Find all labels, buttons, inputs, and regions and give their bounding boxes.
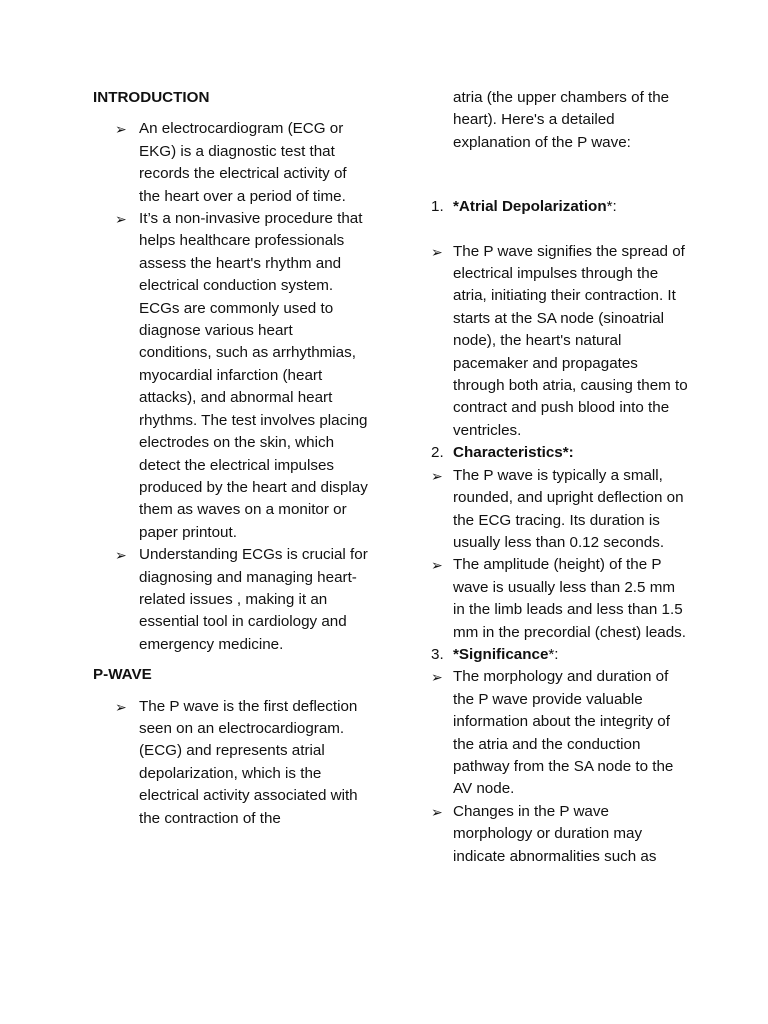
list-item: ➢ The P wave signifies the spread of electrical impulses through the atria, initiating their contraction. It starts at the SA node (sinoatrial node), the heart's natural pacemaker and propagates through both atria, causing them to contract and push blood into the ventricles. xyxy=(431,242,688,439)
arrow-bullet-icon: ➢ xyxy=(431,803,443,820)
list-item: ➢ The P wave is the first deflection seen on an electrocardiogram. (ECG) and represents atrial depolarization, which is the electrical activity associated with the contraction of the xyxy=(115,697,358,827)
arrow-bullet-icon: ➢ xyxy=(431,669,443,686)
list-item: ➢ An electrocardiogram (ECG or EKG) is a diagnostic test that records the electrical activity of the heart over a period of time. xyxy=(115,120,347,205)
list-item: ➢ The amplitude (height) of the P wave is usually less than 2.5 mm in the limb leads and less than 1.5 mm in the precordial (chest) leads. xyxy=(431,556,686,641)
atrial-depolarization-list xyxy=(429,241,689,443)
introduction-heading: INTRODUCTION xyxy=(93,89,210,106)
arrow-bullet-icon: ➢ xyxy=(431,467,443,484)
right-column xyxy=(429,87,689,868)
arrow-bullet-icon: ➢ xyxy=(431,243,443,260)
left-column xyxy=(93,87,368,830)
list-item: ➢ Understanding ECGs is crucial for diagnosing and managing heart-related issues , making it an essential tool in cardiology and emergency medicine. xyxy=(115,546,368,653)
arrow-bullet-icon: ➢ xyxy=(115,698,127,715)
pwave-list xyxy=(93,696,368,830)
arrow-bullet-icon: ➢ xyxy=(115,211,127,228)
section-heading-significance: 3. *Significance*: xyxy=(431,645,559,663)
arrow-bullet-icon: ➢ xyxy=(115,121,127,138)
list-item: ➢ It’s a non-invasive procedure that helps healthcare professionals assess the heart's rhythm and electrical conduction system. ECGs are commonly used to diagnose various heart conditions, such as arrhythmias, myocardial infarction (heart attacks), and abnormal heart rhythms. The test involves placing electrodes on the skin, which detect the electrical impulses produced by the heart and display them as waves on a monitor or paper printout. xyxy=(115,210,368,541)
section-heading-atrial-depolarization: 1. *Atrial Depolarization*: xyxy=(431,198,617,216)
introduction-list xyxy=(93,118,368,656)
arrow-bullet-icon: ➢ xyxy=(431,557,443,574)
significance-list xyxy=(429,666,689,868)
list-item: ➢ Changes in the P wave morphology or duration may indicate abnormalities such as xyxy=(431,802,657,865)
pwave-heading: P-WAVE xyxy=(93,666,152,684)
characteristics-list xyxy=(429,465,689,644)
arrow-bullet-icon: ➢ xyxy=(115,547,127,564)
list-item: ➢ The P wave is typically a small, rounded, and upright deflection on the ECG tracing. Its duration is usually less than 0.12 seconds. xyxy=(431,466,684,551)
list-item: ➢ The morphology and duration of the P wave provide valuable information about the integrity of the atria and the conduction pathway from the SA node to the AV node. xyxy=(431,668,674,798)
continuation-paragraph: atria (the upper chambers of the heart). Here's a detailed explanation of the P wave: xyxy=(453,89,670,151)
section-heading-characteristics: 2. Characteristics*: xyxy=(431,444,574,462)
